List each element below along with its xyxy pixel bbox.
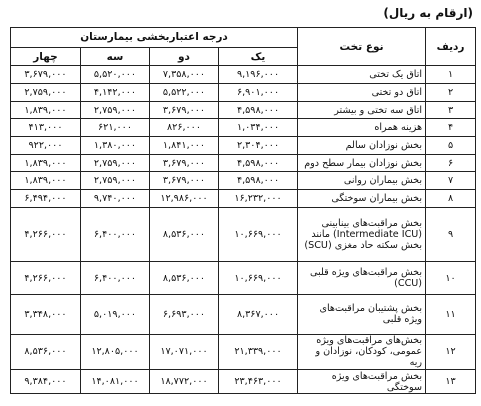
price-grade-4-cell: ۴,۲۶۶,۰۰۰ <box>11 207 81 261</box>
price-grade-1-cell: ۲,۳۰۴,۰۰۰ <box>219 137 298 155</box>
price-grade-1-cell: ۲۳,۴۶۳,۰۰۰ <box>219 370 298 394</box>
row-number-cell: ۷ <box>426 172 476 190</box>
bed-type-cell: اتاق دو تختی <box>298 84 426 102</box>
price-grade-3-cell: ۵,۰۱۹,۰۰۰ <box>81 295 150 335</box>
table-row <box>11 119 476 137</box>
price-grade-1-cell: ۱۶,۲۳۲,۰۰۰ <box>219 190 298 208</box>
price-grade-4-cell: ۱,۸۳۹,۰۰۰ <box>11 172 81 190</box>
row-number-cell: ۱ <box>426 66 476 84</box>
price-grade-1-cell: ۸,۳۶۷,۰۰۰ <box>219 295 298 335</box>
price-grade-3-cell: ۹,۷۴۰,۰۰۰ <box>81 190 150 208</box>
row-number-cell: ۱۰ <box>426 261 476 294</box>
row-number-cell: ۸ <box>426 190 476 208</box>
grade-3-header: سه <box>81 47 150 66</box>
price-grade-4-cell: ۹۲۲,۰۰۰ <box>11 137 81 155</box>
price-grade-4-cell: ۳,۶۷۹,۰۰۰ <box>11 66 81 84</box>
price-grade-3-cell: ۴,۱۴۲,۰۰۰ <box>81 84 150 102</box>
price-grade-1-cell: ۹,۱۹۶,۰۰۰ <box>219 66 298 84</box>
price-grade-4-cell: ۱,۸۳۹,۰۰۰ <box>11 154 81 172</box>
price-grade-1-cell: ۴,۵۹۸,۰۰۰ <box>219 172 298 190</box>
bed-type-cell: بخش مراقبت‌های ویژه قلبی (CCU) <box>298 261 426 294</box>
row-number-cell: ۳ <box>426 101 476 119</box>
row-number-cell: ۱۲ <box>426 334 476 369</box>
price-grade-2-cell: ۱,۸۴۱,۰۰۰ <box>150 137 219 155</box>
bed-type-cell: بخش پشتیبان مراقبت‌های ویژه قلبی <box>298 295 426 335</box>
price-grade-2-cell: ۸,۵۳۶,۰۰۰ <box>150 261 219 294</box>
price-grade-3-cell: ۲,۷۵۹,۰۰۰ <box>81 172 150 190</box>
table-row <box>11 190 476 208</box>
row-number-cell: ۹ <box>426 207 476 261</box>
table-row <box>11 261 476 294</box>
table-caption: (ارقام به ریال) <box>383 6 473 20</box>
price-grade-4-cell: ۸,۵۳۶,۰۰۰ <box>11 334 81 369</box>
price-grade-2-cell: ۸۲۶,۰۰۰ <box>150 119 219 137</box>
table-row <box>11 84 476 102</box>
bed-type-cell: بخش بیماران سوختگی <box>298 190 426 208</box>
grade-1-header: یک <box>219 47 298 66</box>
price-grade-1-cell: ۴,۵۹۸,۰۰۰ <box>219 154 298 172</box>
price-grade-2-cell: ۳,۶۷۹,۰۰۰ <box>150 154 219 172</box>
price-grade-1-cell: ۲۱,۳۳۹,۰۰۰ <box>219 334 298 369</box>
table-row <box>11 334 476 369</box>
row-number-cell: ۱۳ <box>426 370 476 394</box>
price-grade-2-cell: ۳,۶۷۹,۰۰۰ <box>150 172 219 190</box>
bed-type-cell: اتاق یک تختی <box>298 66 426 84</box>
table-row <box>11 370 476 394</box>
price-grade-4-cell: ۶,۴۹۴,۰۰۰ <box>11 190 81 208</box>
price-grade-4-cell: ۹,۳۸۴,۰۰۰ <box>11 370 81 394</box>
price-grade-4-cell: ۳,۳۴۸,۰۰۰ <box>11 295 81 335</box>
price-grade-2-cell: ۳,۶۷۹,۰۰۰ <box>150 101 219 119</box>
price-grade-3-cell: ۶۲۱,۰۰۰ <box>81 119 150 137</box>
row-number-cell: ۶ <box>426 154 476 172</box>
price-grade-2-cell: ۱۸,۷۷۲,۰۰۰ <box>150 370 219 394</box>
price-grade-4-cell: ۲,۷۵۹,۰۰۰ <box>11 84 81 102</box>
bed-type-cell: بخش مراقبت‌های بینابینی (Intermediate ICU) مانند بخش سکته حاد مغزی (SCU) <box>298 207 426 261</box>
table-row <box>11 172 476 190</box>
price-grade-2-cell: ۱۲,۹۸۶,۰۰۰ <box>150 190 219 208</box>
price-grade-1-cell: ۴,۵۹۸,۰۰۰ <box>219 101 298 119</box>
table-row <box>11 101 476 119</box>
price-grade-4-cell: ۱,۸۳۹,۰۰۰ <box>11 101 81 119</box>
table-row <box>11 137 476 155</box>
price-grade-4-cell: ۴۱۳,۰۰۰ <box>11 119 81 137</box>
grade-2-header: دو <box>150 47 219 66</box>
row-number-cell: ۲ <box>426 84 476 102</box>
price-grade-1-cell: ۶,۹۰۱,۰۰۰ <box>219 84 298 102</box>
table-row <box>11 66 476 84</box>
price-grade-3-cell: ۵,۵۲۰,۰۰۰ <box>81 66 150 84</box>
table-row <box>11 295 476 335</box>
price-grade-2-cell: ۶,۶۹۳,۰۰۰ <box>150 295 219 335</box>
bed-type-header: نوع تخت <box>298 28 426 66</box>
grade-4-header: چهار <box>11 47 81 66</box>
grade-group-header: درجه اعتباربخشی بیمارستان <box>11 28 298 48</box>
table-row <box>11 207 476 261</box>
row-number-cell: ۵ <box>426 137 476 155</box>
price-grade-3-cell: ۶,۴۰۰,۰۰۰ <box>81 207 150 261</box>
row-number-cell: ۱۱ <box>426 295 476 335</box>
bed-type-cell: بخش بیماران روانی <box>298 172 426 190</box>
tariff-table <box>10 27 476 394</box>
table-row <box>11 154 476 172</box>
bed-type-cell: بخش نوزادان سالم <box>298 137 426 155</box>
price-grade-3-cell: ۱۴,۰۸۱,۰۰۰ <box>81 370 150 394</box>
row-number-cell: ۴ <box>426 119 476 137</box>
price-grade-2-cell: ۱۷,۰۷۱,۰۰۰ <box>150 334 219 369</box>
price-grade-1-cell: ۱۰,۶۶۹,۰۰۰ <box>219 261 298 294</box>
bed-type-cell: بخش مراقبت‌های ویژه سوختگی <box>298 370 426 394</box>
price-grade-1-cell: ۱,۰۳۴,۰۰۰ <box>219 119 298 137</box>
price-grade-3-cell: ۱۲,۸۰۵,۰۰۰ <box>81 334 150 369</box>
price-grade-3-cell: ۶,۴۰۰,۰۰۰ <box>81 261 150 294</box>
price-grade-3-cell: ۲,۷۵۹,۰۰۰ <box>81 154 150 172</box>
row-number-header: ردیف <box>426 28 476 66</box>
bed-type-cell: بخش‌های مراقبت‌های ویژه عمومی، کودکان، نوزادان و ریه <box>298 334 426 369</box>
price-grade-3-cell: ۱,۳۸۰,۰۰۰ <box>81 137 150 155</box>
price-grade-1-cell: ۱۰,۶۶۹,۰۰۰ <box>219 207 298 261</box>
bed-type-cell: بخش نوزادان بیمار سطح دوم <box>298 154 426 172</box>
bed-type-cell: اتاق سه تختی و بیشتر <box>298 101 426 119</box>
price-grade-4-cell: ۴,۲۶۶,۰۰۰ <box>11 261 81 294</box>
bed-type-cell: هزینه همراه <box>298 119 426 137</box>
price-grade-3-cell: ۲,۷۵۹,۰۰۰ <box>81 101 150 119</box>
price-grade-2-cell: ۷,۳۵۸,۰۰۰ <box>150 66 219 84</box>
price-grade-2-cell: ۸,۵۳۶,۰۰۰ <box>150 207 219 261</box>
price-grade-2-cell: ۵,۵۲۲,۰۰۰ <box>150 84 219 102</box>
